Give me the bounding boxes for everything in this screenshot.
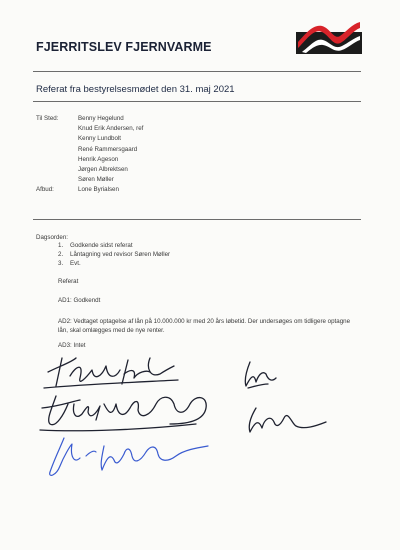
signature — [44, 358, 178, 388]
absent-label: Afbud: — [36, 186, 54, 194]
attendee: René Rammersgaard — [78, 145, 138, 153]
agenda-heading: Dagsorden: — [36, 234, 68, 241]
attendee: Benny Hegelund — [78, 115, 124, 122]
minutes-heading: Referat — [58, 278, 79, 285]
attendance-divider — [33, 219, 361, 220]
signature — [245, 362, 276, 388]
minutes-item-ad1: AD1: Godkendt — [58, 297, 101, 304]
top-divider — [33, 71, 361, 72]
document-title: Referat fra bestyrelsesmødet den 31. maj 2021 — [36, 84, 235, 95]
signature — [249, 408, 326, 432]
signature — [50, 438, 208, 475]
company-name: FJERRITSLEV FJERNVARME — [36, 40, 212, 54]
present-label: Til Sted: — [36, 115, 59, 122]
agenda-list — [58, 241, 170, 269]
attendance-block — [36, 114, 143, 196]
attendee: Søren Møller — [78, 176, 114, 184]
agenda-item: 2. Låntagning ved revisor Søren Møller — [58, 251, 171, 259]
attendee: Jørgen Albrektsen — [78, 166, 128, 174]
company-logo — [296, 18, 362, 54]
minutes-item-ad3: AD3: Intet — [58, 342, 86, 349]
attendee: Kenny Lundbolt — [78, 135, 122, 143]
agenda-item: 3. Evt. — [58, 260, 81, 268]
minutes-item-ad2: AD2: Vedtaget optagelse af lån på 10.000.000 kr med 20 års løbetid. Der undersøges om tidligere optagne lån, skal omlægges med de nye renter. — [58, 318, 351, 334]
absentee: Lone Byrialsen — [78, 186, 119, 194]
signature — [40, 396, 206, 431]
attendee: Henrik Ageson — [78, 155, 119, 163]
title-divider — [33, 101, 361, 102]
attendee: Knud Erik Andersen, ref — [78, 125, 144, 133]
agenda-item: 1. Godkende sidst referat — [58, 242, 133, 249]
